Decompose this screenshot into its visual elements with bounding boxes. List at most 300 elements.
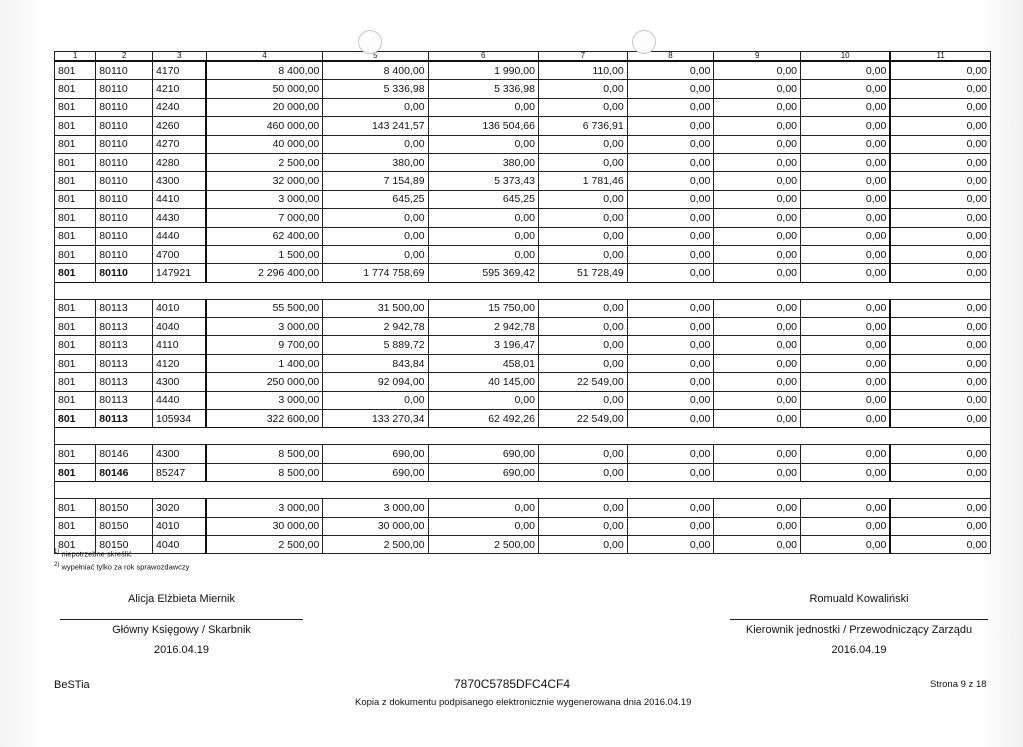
summary-cell: 0,00 [627,463,714,481]
table-cell: 3 000,00 [206,318,323,336]
summary-cell: 80146 [96,463,153,481]
signature-left-date: 2016.04.19 [153,644,210,656]
table-row [55,153,991,171]
table-cell: 0,00 [627,135,714,153]
table-cell: 0,00 [890,172,990,190]
signature-right-date: 2016.04.19 [831,644,887,656]
table-cell: 0,00 [428,227,538,245]
table-cell: 1 990,00 [428,61,538,80]
table-cell: 0,00 [714,80,801,98]
table-cell: 0,00 [627,354,714,372]
table-cell: 0,00 [890,153,990,171]
table-cell: 0,00 [538,190,627,208]
summary-row [55,410,991,428]
signature-right-role: Kierownik jednostki / Przewodniczący Zarządu [730,619,988,636]
footnotes [54,547,189,572]
table-cell: 143 241,57 [323,117,428,135]
table-cell: 4120 [153,354,207,372]
summary-cell: 22 549,00 [538,410,627,428]
table-cell: 801 [55,354,96,372]
table-cell: 80146 [96,445,153,463]
table-cell: 4010 [153,517,207,535]
table-row [55,318,991,336]
table-row [55,190,991,208]
table-cell: 62 400,00 [206,227,323,245]
table-cell: 80110 [96,61,153,80]
table-cell: 0,00 [627,172,714,190]
table-cell: 0,00 [890,535,990,553]
table-row [55,391,991,409]
table-cell: 5 373,43 [428,172,538,190]
table-cell: 0,00 [627,117,714,135]
table-cell: 801 [55,153,96,171]
table-cell: 1 781,46 [538,172,627,190]
table-cell: 801 [55,318,96,336]
section-gap [55,282,991,299]
table-cell: 4280 [153,153,207,171]
table-cell: 32 000,00 [206,172,323,190]
table-cell: 80113 [96,373,153,391]
table-cell: 20 000,00 [206,98,323,116]
table-cell: 460 000,00 [206,117,323,135]
table-cell: 4170 [153,61,207,80]
table-cell: 92 094,00 [323,373,428,391]
table-cell: 2 942,78 [323,318,428,336]
summary-cell: 0,00 [627,410,714,428]
table-cell: 4300 [153,445,207,463]
footnote-2 [54,560,189,573]
table-cell: 0,00 [801,445,891,463]
summary-cell: 322 600,00 [206,410,323,428]
table-cell: 0,00 [627,153,714,171]
table-cell: 458,01 [428,354,538,372]
table-cell: 0,00 [714,245,801,263]
table-cell: 0,00 [890,135,990,153]
summary-cell: 0,00 [890,463,990,481]
table-cell: 0,00 [538,153,627,171]
table-cell: 22 549,00 [538,373,627,391]
table-cell: 0,00 [538,209,627,227]
table-cell: 0,00 [801,135,891,153]
table-cell: 80150 [96,517,153,535]
table-cell: 0,00 [801,153,891,171]
table-cell: 0,00 [428,517,538,535]
table-cell: 0,00 [801,354,891,372]
table-cell: 4700 [153,245,207,263]
table-cell: 80110 [96,227,153,245]
summary-cell: 595 369,42 [428,264,538,282]
table-cell: 3 000,00 [206,190,323,208]
table-cell: 4410 [153,190,207,208]
table-cell: 0,00 [714,135,801,153]
table-cell: 0,00 [627,336,714,354]
table-cell: 31 500,00 [323,299,428,317]
table-cell: 690,00 [323,445,428,463]
column-header: 1 [55,52,96,62]
summary-cell: 0,00 [801,410,891,428]
table-cell: 0,00 [538,517,627,535]
table-cell: 801 [55,190,96,208]
table-cell: 0,00 [890,499,990,517]
table-cell: 80110 [96,172,153,190]
footnote-1-mark: 1) [54,549,60,555]
table-cell: 0,00 [890,209,990,227]
table-cell: 0,00 [323,209,428,227]
table-cell: 801 [55,391,96,409]
table-cell: 250 000,00 [206,373,323,391]
table-cell: 0,00 [714,61,801,80]
table-cell: 0,00 [801,209,891,227]
table-cell: 80113 [96,299,153,317]
signature-right-name: Romuald Kowaliński [809,593,909,605]
table-row [55,98,991,116]
section-gap [55,428,991,445]
table-cell: 801 [55,80,96,98]
table-cell: 0,00 [714,172,801,190]
footnote-2-text: wypełniać tylko za rok sprawozdawczy [61,562,190,571]
table-row [55,299,991,317]
column-header: 10 [801,52,891,62]
table-cell: 0,00 [801,373,891,391]
punch-hole-right [632,30,656,54]
column-header: 9 [714,52,801,62]
table-cell: 5 336,98 [428,80,538,98]
summary-cell: 801 [55,463,96,481]
section-gap-cell [55,482,991,499]
table-cell: 110,00 [538,61,627,80]
summary-cell: 2 296 400,00 [206,264,323,282]
table-cell: 645,25 [323,190,428,208]
table-row [55,517,991,535]
table-cell: 4430 [153,209,207,227]
table-cell: 15 750,00 [428,299,538,317]
table-cell: 0,00 [627,517,714,535]
report-table [54,51,991,554]
table-cell: 801 [55,227,96,245]
footnote-1 [54,547,189,560]
summary-cell: 80113 [96,410,153,428]
table-cell: 0,00 [890,354,990,372]
table-cell: 6 736,91 [538,117,627,135]
table-cell: 0,00 [801,190,891,208]
table-cell: 80113 [96,336,153,354]
table-cell: 80110 [96,245,153,263]
table-cell: 2 500,00 [323,535,428,553]
table-cell: 80113 [96,391,153,409]
table-cell: 0,00 [428,209,538,227]
table-cell: 801 [55,117,96,135]
table-cell: 0,00 [890,299,990,317]
column-header: 4 [206,52,323,62]
table-cell: 30 000,00 [206,517,323,535]
table-cell: 801 [55,445,96,463]
section-gap-cell [55,428,991,445]
summary-cell: 62 492,26 [428,410,538,428]
table-cell: 801 [55,373,96,391]
table-cell: 0,00 [538,299,627,317]
table-cell: 0,00 [627,373,714,391]
table-cell: 0,00 [538,227,627,245]
table-cell: 801 [55,499,96,517]
table-row [55,373,991,391]
footnote-2-mark: 2) [54,561,60,568]
signature-left-name: Alicja Elżbieta Miernik [128,593,235,605]
summary-cell: 8 500,00 [206,463,323,481]
signature-left [60,593,303,656]
table-cell: 0,00 [714,354,801,372]
table-cell: 380,00 [428,153,538,171]
table-cell: 4110 [153,336,207,354]
section-gap-cell [55,282,991,299]
table-cell: 801 [55,61,96,80]
table-cell: 1 500,00 [206,245,323,263]
table-cell: 801 [55,209,96,227]
table-cell: 9 700,00 [206,336,323,354]
table-cell: 0,00 [323,135,428,153]
table-cell: 0,00 [890,445,990,463]
table-cell: 0,00 [428,245,538,263]
table-cell: 0,00 [627,445,714,463]
table-cell: 0,00 [890,117,990,135]
table-cell: 0,00 [627,98,714,116]
table-cell: 380,00 [323,153,428,171]
table-cell: 0,00 [890,80,990,98]
table-cell: 0,00 [714,153,801,171]
table-cell: 801 [55,135,96,153]
table-cell: 0,00 [801,227,891,245]
table-cell: 136 504,66 [428,117,538,135]
summary-cell: 147921 [153,264,207,282]
table-cell: 5 336,98 [323,80,428,98]
table-cell: 0,00 [801,80,891,98]
table-cell: 0,00 [323,227,428,245]
table-cell: 0,00 [801,61,891,80]
table-cell: 0,00 [627,299,714,317]
table-cell: 80150 [96,499,153,517]
table-cell: 0,00 [538,80,627,98]
table-cell: 0,00 [538,445,627,463]
table-cell: 0,00 [801,98,891,116]
table-cell: 7 000,00 [206,209,323,227]
footnote-1-text: niepotrzebne skreślić [61,549,132,559]
table-cell: 80113 [96,354,153,372]
table-cell: 0,00 [801,299,891,317]
table-cell: 3020 [153,499,207,517]
table-cell: 0,00 [714,227,801,245]
punch-hole-left [358,30,382,54]
footer-page-number: Strona 9 z 18 [930,679,987,690]
table-cell: 4260 [153,117,207,135]
table-cell: 0,00 [801,535,891,553]
table-cell: 0,00 [538,499,627,517]
table-cell: 0,00 [627,190,714,208]
summary-cell: 0,00 [538,463,627,481]
table-row [55,135,991,153]
table-cell: 4270 [153,135,207,153]
summary-cell: 1 774 758,69 [323,264,428,282]
summary-cell: 51 728,49 [538,264,627,282]
table-cell: 0,00 [801,172,891,190]
table-cell: 50 000,00 [206,80,323,98]
table-cell: 801 [55,299,96,317]
column-header-row [55,52,991,62]
table-cell: 0,00 [801,517,891,535]
table-cell: 843,84 [323,354,428,372]
table-cell: 2 942,78 [428,318,538,336]
table-row [55,61,991,80]
table-cell: 0,00 [428,391,538,409]
footer-document-code: 7870C5785DFC4CF4 [454,677,571,691]
summary-cell: 0,00 [801,463,891,481]
table-cell: 0,00 [714,117,801,135]
table-cell: 0,00 [627,245,714,263]
table-cell: 0,00 [890,227,990,245]
table-cell: 0,00 [714,445,801,463]
table-cell: 8 500,00 [206,445,323,463]
table-cell: 0,00 [627,499,714,517]
signature-left-role: Główny Księgowy / Skarbnik [60,619,303,636]
table-cell: 801 [55,517,96,535]
summary-cell: 801 [55,410,96,428]
footer-copy-note: Kopia z dokumentu podpisanego elektronicznie wygenerowana dnia 2016.04.19 [355,697,692,708]
table-cell: 0,00 [627,61,714,80]
summary-cell: 0,00 [890,410,990,428]
table-cell: 80110 [96,153,153,171]
table-cell: 8 400,00 [206,61,323,80]
table-cell: 0,00 [627,535,714,553]
table-cell: 0,00 [714,318,801,336]
signature-right [730,593,988,656]
summary-cell: 0,00 [714,463,801,481]
table-cell: 4240 [153,98,207,116]
table-cell: 801 [55,336,96,354]
table-cell: 0,00 [538,98,627,116]
table-row [55,245,991,263]
footer-app-name: BeSTia [54,679,90,691]
table-cell: 0,00 [714,299,801,317]
table-cell: 0,00 [890,373,990,391]
table-cell: 0,00 [627,227,714,245]
summary-cell: 690,00 [428,463,538,481]
table-cell: 0,00 [538,336,627,354]
table-cell: 7 154,89 [323,172,428,190]
table-cell: 4040 [153,318,207,336]
table-cell: 0,00 [714,517,801,535]
table-row [55,445,991,463]
table-cell: 8 400,00 [323,61,428,80]
summary-cell: 801 [55,264,96,282]
table-cell: 0,00 [890,61,990,80]
column-header: 6 [428,52,538,62]
table-cell: 0,00 [428,499,538,517]
table-cell: 4010 [153,299,207,317]
table-cell: 0,00 [890,391,990,409]
table-cell: 0,00 [714,336,801,354]
table-row [55,535,991,553]
summary-cell: 0,00 [627,264,714,282]
table-cell: 3 196,47 [428,336,538,354]
table-cell: 0,00 [890,190,990,208]
table-cell: 0,00 [714,209,801,227]
table-cell: 801 [55,172,96,190]
column-header: 11 [890,52,990,62]
table-cell: 80110 [96,209,153,227]
table-cell: 0,00 [714,373,801,391]
column-header: 5 [323,52,428,62]
summary-cell: 690,00 [323,463,428,481]
table-row [55,336,991,354]
table-cell: 1 400,00 [206,354,323,372]
table-cell: 0,00 [890,517,990,535]
table-cell: 0,00 [714,499,801,517]
table-cell: 690,00 [428,445,538,463]
table-cell: 5 889,72 [323,336,428,354]
table-cell: 2 500,00 [428,535,538,553]
table-cell: 0,00 [428,135,538,153]
table-cell: 2 500,00 [206,153,323,171]
summary-row [55,264,991,282]
table-cell: 80110 [96,80,153,98]
table-row [55,117,991,135]
table-row [55,172,991,190]
summary-cell: 0,00 [801,264,891,282]
table-cell: 4440 [153,391,207,409]
table-row [55,209,991,227]
table-cell: 40 000,00 [206,135,323,153]
table-cell: 0,00 [538,318,627,336]
table-cell: 0,00 [323,391,428,409]
table-cell: 0,00 [890,98,990,116]
table-cell: 0,00 [714,98,801,116]
table-cell: 4300 [153,172,207,190]
table-cell: 0,00 [627,80,714,98]
table-cell: 801 [55,535,96,553]
table-cell: 30 000,00 [323,517,428,535]
table-cell: 0,00 [538,391,627,409]
table-cell: 0,00 [890,245,990,263]
table-cell: 80150 [96,535,153,553]
table-cell: 4300 [153,373,207,391]
table-cell: 0,00 [627,209,714,227]
table-cell: 0,00 [538,535,627,553]
summary-row [55,463,991,481]
table-cell: 80110 [96,117,153,135]
table-cell: 0,00 [801,117,891,135]
table-cell: 0,00 [428,98,538,116]
table-row [55,80,991,98]
table-cell: 0,00 [714,190,801,208]
summary-cell: 105934 [153,410,207,428]
table-cell: 0,00 [714,535,801,553]
summary-cell: 80110 [96,264,153,282]
summary-cell: 0,00 [714,410,801,428]
table-cell: 80110 [96,135,153,153]
table-cell: 3 000,00 [206,391,323,409]
table-cell: 40 145,00 [428,373,538,391]
summary-cell: 85247 [153,463,207,481]
column-header: 3 [153,52,207,62]
table-cell: 801 [55,245,96,263]
table-cell: 0,00 [801,499,891,517]
table-cell: 801 [55,98,96,116]
table-cell: 4440 [153,227,207,245]
table-cell: 0,00 [323,98,428,116]
table-cell: 0,00 [801,318,891,336]
table-row [55,499,991,517]
table-cell: 0,00 [538,354,627,372]
table-cell: 0,00 [323,245,428,263]
table-cell: 80113 [96,318,153,336]
